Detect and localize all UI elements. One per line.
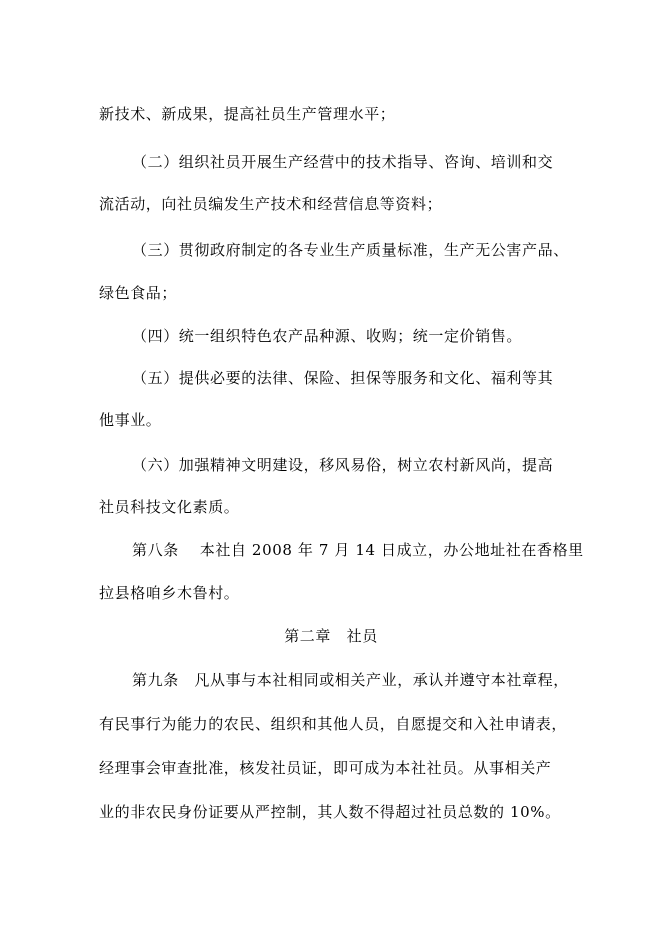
- text-line: （二）组织社员开展生产经营中的技术指导、咨询、培训和交: [132, 153, 554, 171]
- text-line: （六）加强精神文明建设，移风易俗，树立农村新风尚，提高: [132, 456, 554, 474]
- text-line: 业的非农民身份证要从严控制，其人数不得超过社员总数的 10%。: [99, 803, 561, 821]
- article-9-line: 第九条 凡从事与本社相同或相关产业，承认并遵守本社章程，: [132, 671, 569, 689]
- chapter-heading: 第二章 社员: [284, 627, 378, 645]
- text-line: 流活动，向社员编发生产技术和经营信息等资料；: [99, 195, 443, 213]
- text-line: 他事业。: [99, 411, 162, 429]
- text-line: （三）贯彻政府制定的各专业生产质量标准，生产无公害产品、: [132, 241, 569, 259]
- text-line: 拉县格咱乡木鲁村。: [99, 584, 240, 602]
- text-line: （五）提供必要的法律、保险、担保等服务和文化、福利等其: [132, 369, 554, 387]
- text-line: 新技术、新成果，提高社员生产管理水平；: [99, 105, 396, 123]
- text-line: （四）统一组织特色农产品种源、收购；统一定价销售。: [132, 327, 523, 345]
- text-line: 经理事会审查批准，核发社员证，即可成为本社社员。从事相关产: [99, 759, 552, 777]
- text-line: 绿色食品；: [99, 284, 178, 302]
- text-line: 有民事行为能力的农民、组织和其他人员，自愿提交和入社申请表，: [99, 715, 568, 733]
- article-8-line: 第八条 本社自 2008 年 7 月 14 日成立，办公地址社在香格里: [132, 541, 584, 559]
- text-line: 社员科技文化素质。: [99, 498, 240, 516]
